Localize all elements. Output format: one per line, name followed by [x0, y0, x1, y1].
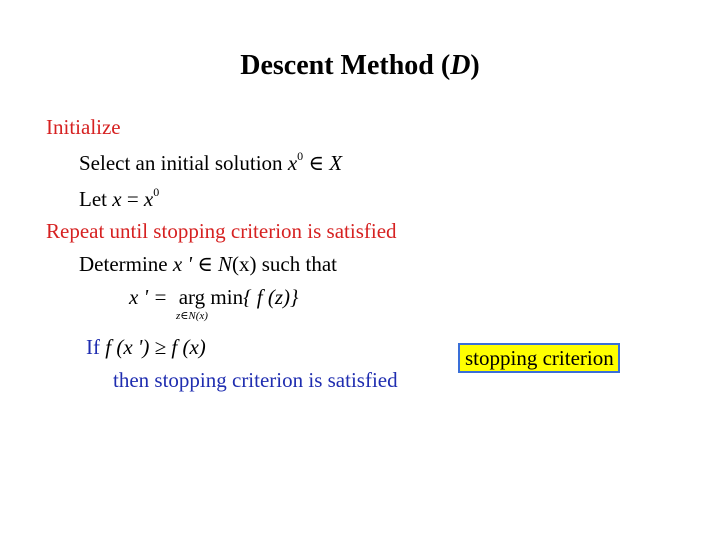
stopping-criterion-callout: stopping criterion — [458, 343, 620, 373]
let-lhs: x — [112, 187, 122, 211]
argmin-lhs: x ' = — [129, 285, 168, 309]
if-label: If — [86, 335, 100, 359]
let-text: Let — [79, 187, 107, 211]
argmin-op: arg min — [178, 285, 244, 309]
select-var: x — [287, 151, 298, 175]
title-math: D — [450, 50, 471, 81]
if-expression: f (x ') ≥ f (x) — [105, 335, 206, 359]
if-line — [86, 335, 206, 360]
determine-suffix: such that — [261, 252, 337, 276]
let-eq: = — [126, 187, 139, 211]
determine-text: Determine — [79, 252, 168, 276]
select-initial-solution-line — [79, 149, 342, 176]
argmin-subscript: z∈N(x) — [176, 310, 208, 322]
argmin-expr: { f (z)} — [243, 285, 299, 309]
let-sup: 0 — [153, 185, 160, 199]
let-line — [79, 185, 159, 212]
select-rel: ∈ — [308, 151, 324, 175]
determine-line — [79, 252, 337, 277]
determine-arg: (x) — [232, 252, 257, 276]
then-line: then stopping criterion is satisfied — [113, 368, 398, 392]
initialize-heading: Initialize — [46, 115, 121, 139]
select-text: Select an initial solution — [79, 151, 283, 175]
determine-rel: ∈ — [197, 252, 213, 276]
let-rhs: x — [143, 187, 154, 211]
argmin-line — [129, 285, 298, 310]
slide-title: Descent Method (D) — [240, 50, 480, 81]
select-sup: 0 — [297, 149, 304, 163]
repeat-heading: Repeat until stopping criterion is satisfied — [46, 219, 397, 243]
determine-func: N — [217, 252, 232, 276]
determine-var: x ' — [172, 252, 192, 276]
select-set: X — [329, 151, 343, 175]
title-text: Descent Method — [240, 50, 434, 81]
